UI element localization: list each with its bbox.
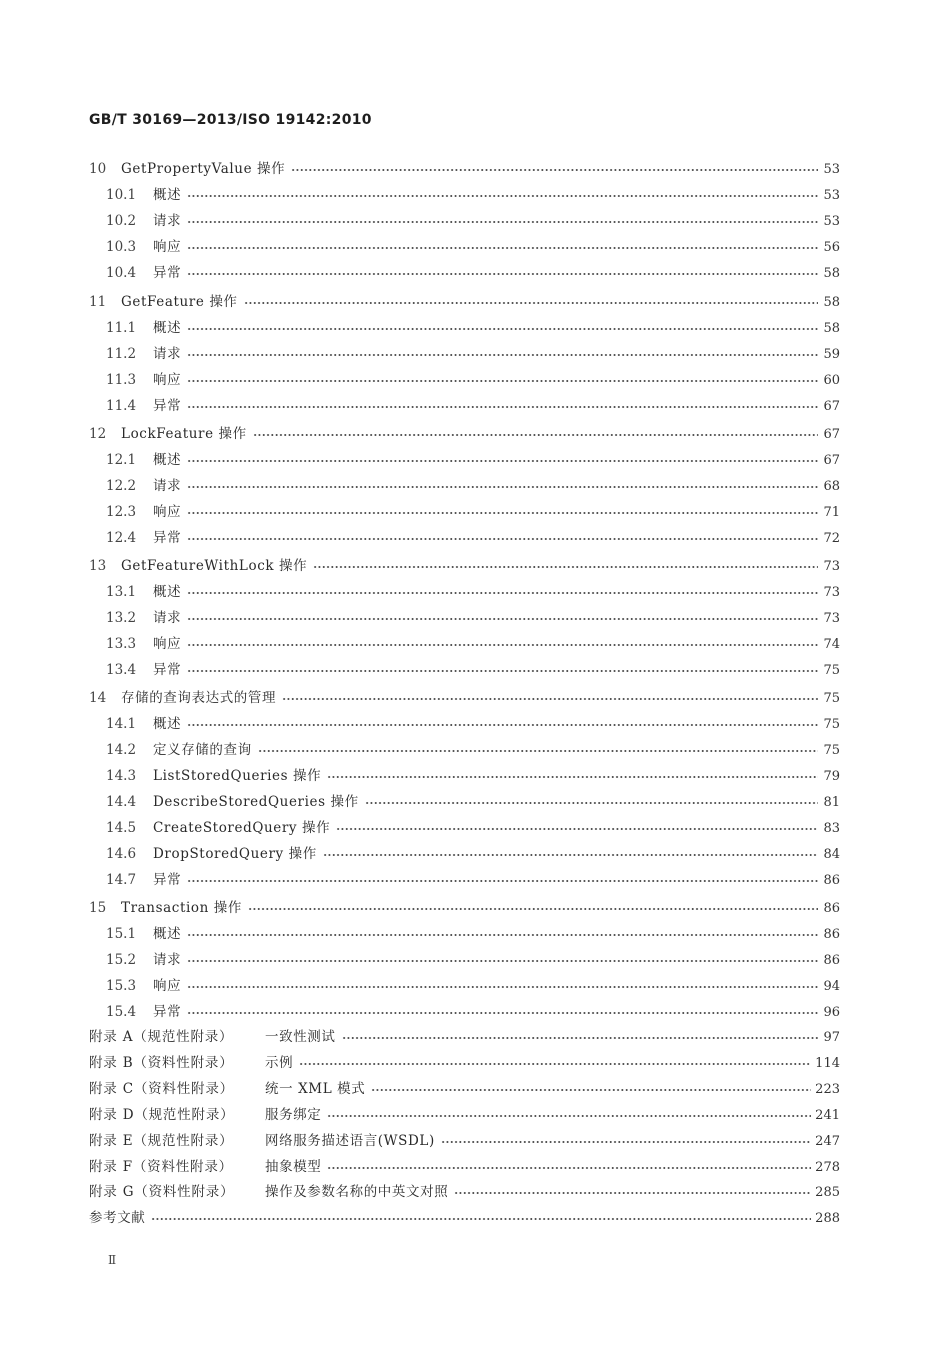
toc-leader-dots <box>441 1141 811 1143</box>
toc-entry[interactable] <box>106 842 840 862</box>
toc-entry-number: 12.1 <box>106 452 137 468</box>
toc-leader-dots <box>187 512 818 514</box>
toc-leader-dots <box>342 1037 819 1039</box>
toc-entry-title: 统一 XML 模式 <box>265 1081 366 1097</box>
toc-entry-page: 58 <box>823 321 840 336</box>
toc-entry-page: 67 <box>823 399 840 414</box>
toc-entry-page: 53 <box>823 214 840 229</box>
document-header: GB/T 30169—2013/ISO 19142:2010 <box>89 112 372 128</box>
toc-entry-number: 11.3 <box>106 372 137 388</box>
toc-entry-page: 84 <box>823 847 840 862</box>
toc-entry-title: CreateStoredQuery 操作 <box>153 820 331 836</box>
toc-leader-dots <box>248 908 818 910</box>
toc-entry[interactable] <box>106 261 840 281</box>
toc-entry-title: 概述 <box>153 320 182 336</box>
toc-entry-title: 概述 <box>153 584 182 600</box>
toc-entry-number: 15.3 <box>106 978 137 994</box>
toc-entry-number: 12 <box>89 426 107 442</box>
toc-leader-dots <box>187 960 818 962</box>
toc-entry-title: 请求 <box>153 478 182 494</box>
toc-entry-page: 81 <box>823 795 840 810</box>
toc-entry-number: 13.1 <box>106 584 137 600</box>
toc-leader-dots <box>187 195 818 197</box>
toc-entry-page: 96 <box>823 1005 840 1020</box>
toc-entry-number: 14.2 <box>106 742 137 758</box>
toc-entry[interactable] <box>89 1155 840 1175</box>
toc-entry-title: 概述 <box>153 187 182 203</box>
toc-leader-dots <box>187 221 818 223</box>
toc-leader-dots <box>253 434 818 436</box>
toc-entry[interactable] <box>106 922 840 942</box>
toc-entry-title: 参考文献 <box>89 1210 146 1226</box>
toc-entry-number: 附录 D（规范性附录） <box>89 1107 235 1123</box>
toc-entry-page: 86 <box>823 953 840 968</box>
toc-entry-number: 13.4 <box>106 662 137 678</box>
toc-entry-number: 15.4 <box>106 1004 137 1020</box>
toc-entry-page: 67 <box>823 453 840 468</box>
toc-entry[interactable] <box>106 632 840 652</box>
toc-entry[interactable] <box>106 580 840 600</box>
toc-leader-dots <box>187 273 818 275</box>
toc-entry-number: 14.7 <box>106 872 137 888</box>
toc-leader-dots <box>187 354 818 356</box>
toc-entry[interactable] <box>106 868 840 888</box>
toc-entry[interactable] <box>106 474 840 494</box>
toc-entry-number: 14 <box>89 690 107 706</box>
page-number: Ⅱ <box>108 1253 117 1267</box>
toc-entry[interactable] <box>89 1051 840 1071</box>
toc-entry-page: 288 <box>815 1211 840 1226</box>
toc-entry-number: 附录 E（规范性附录） <box>89 1133 234 1149</box>
toc-entry-number: 10.4 <box>106 265 137 281</box>
toc-leader-dots <box>187 592 818 594</box>
toc-entry-page: 278 <box>815 1160 840 1175</box>
toc-entry-page: 75 <box>823 663 840 678</box>
toc-entry[interactable] <box>89 290 840 310</box>
toc-entry[interactable] <box>106 738 840 758</box>
toc-entry-number: 11.2 <box>106 346 137 362</box>
toc-entry[interactable] <box>106 526 840 546</box>
toc-entry-number: 10 <box>89 161 107 177</box>
toc-entry-number: 12.2 <box>106 478 137 494</box>
toc-leader-dots <box>323 854 818 856</box>
toc-leader-dots <box>187 538 818 540</box>
toc-entry-title: 响应 <box>153 239 182 255</box>
toc-entry[interactable] <box>106 790 840 810</box>
toc-entry-page: 97 <box>823 1030 840 1045</box>
toc-entry-number: 13 <box>89 558 107 574</box>
toc-entry[interactable] <box>106 974 840 994</box>
toc-entry-page: 285 <box>815 1185 840 1200</box>
toc-entry-number: 12.4 <box>106 530 137 546</box>
toc-leader-dots <box>187 460 818 462</box>
toc-entry-page: 73 <box>823 559 840 574</box>
toc-entry[interactable] <box>89 686 840 706</box>
toc-leader-dots <box>282 698 818 700</box>
toc-entry-page: 79 <box>823 769 840 784</box>
toc-entry-title: 抽象模型 <box>265 1159 322 1175</box>
toc-entry-number: 附录 G（资料性附录） <box>89 1184 235 1200</box>
toc-entry-title: 响应 <box>153 978 182 994</box>
toc-entry[interactable] <box>89 1180 840 1200</box>
toc-entry-title: 异常 <box>153 872 182 888</box>
toc-entry-page: 86 <box>823 901 840 916</box>
toc-entry-number: 11 <box>89 294 107 310</box>
toc-entry-title: 概述 <box>153 452 182 468</box>
toc-entry-title: 响应 <box>153 636 182 652</box>
toc-entry-title: GetFeatureWithLock 操作 <box>121 558 308 574</box>
toc-entry-page: 75 <box>823 691 840 706</box>
toc-entry-title: 概述 <box>153 716 182 732</box>
toc-entry[interactable] <box>89 422 840 442</box>
toc-entry[interactable] <box>89 554 840 574</box>
toc-entry-title: GetPropertyValue 操作 <box>121 161 286 177</box>
toc-entry-title: 请求 <box>153 213 182 229</box>
toc-entry[interactable] <box>89 1103 840 1123</box>
toc-entry-page: 67 <box>823 427 840 442</box>
toc-leader-dots <box>187 328 818 330</box>
toc-entry-title: 服务绑定 <box>265 1107 322 1123</box>
toc-leader-dots <box>187 247 818 249</box>
toc-entry[interactable] <box>106 448 840 468</box>
toc-entry-page: 73 <box>823 611 840 626</box>
toc-entry[interactable] <box>106 1000 840 1020</box>
toc-entry-title: 请求 <box>153 610 182 626</box>
toc-entry[interactable] <box>106 764 840 784</box>
toc-entry[interactable] <box>106 316 840 336</box>
toc-entry-title: 示例 <box>265 1055 294 1071</box>
toc-leader-dots <box>327 1167 811 1169</box>
toc-entry-page: 241 <box>815 1108 840 1123</box>
toc-leader-dots <box>187 380 818 382</box>
toc-entry-title: 网络服务描述语言(WSDL) <box>265 1133 435 1149</box>
toc-entry-page: 74 <box>823 637 840 652</box>
toc-entry[interactable] <box>106 209 840 229</box>
toc-entry-page: 73 <box>823 585 840 600</box>
toc-leader-dots <box>454 1192 811 1194</box>
toc-entry-page: 72 <box>823 531 840 546</box>
toc-entry[interactable] <box>89 157 840 177</box>
toc-entry-title: 异常 <box>153 662 182 678</box>
toc-entry-page: 59 <box>823 347 840 362</box>
toc-leader-dots <box>299 1063 811 1065</box>
toc-entry-page: 247 <box>815 1134 840 1149</box>
toc-leader-dots <box>187 986 818 988</box>
toc-entry-title: 请求 <box>153 346 182 362</box>
toc-entry[interactable] <box>106 235 840 255</box>
toc-entry[interactable] <box>106 948 840 968</box>
toc-entry-page: 71 <box>823 505 840 520</box>
toc-entry[interactable] <box>89 1025 840 1045</box>
toc-entry-page: 58 <box>823 295 840 310</box>
toc-entry-number: 10.3 <box>106 239 137 255</box>
toc-entry-title: GetFeature 操作 <box>121 294 238 310</box>
toc-entry-number: 14.6 <box>106 846 137 862</box>
toc-leader-dots <box>187 1012 818 1014</box>
toc-entry[interactable] <box>106 658 840 678</box>
toc-entry-title: 概述 <box>153 926 182 942</box>
toc-entry-page: 114 <box>815 1056 840 1071</box>
toc-leader-dots <box>327 776 818 778</box>
toc-entry-title: 请求 <box>153 952 182 968</box>
toc-entry-page: 58 <box>823 266 840 281</box>
toc-entry-title: 定义存储的查询 <box>153 742 252 758</box>
toc-entry[interactable] <box>106 816 840 836</box>
toc-entry-number: 14.5 <box>106 820 137 836</box>
toc-entry[interactable] <box>106 606 840 626</box>
toc-leader-dots <box>365 802 818 804</box>
toc-entry-number: 13.2 <box>106 610 137 626</box>
toc-entry-page: 75 <box>823 717 840 732</box>
toc-entry-number: 13.3 <box>106 636 137 652</box>
toc-leader-dots <box>187 406 818 408</box>
toc-entry[interactable] <box>106 342 840 362</box>
toc-entry-number: 10.2 <box>106 213 137 229</box>
toc-entry[interactable] <box>89 1206 840 1226</box>
toc-entry-page: 53 <box>823 188 840 203</box>
toc-entry-page: 60 <box>823 373 840 388</box>
toc-entry-title: LockFeature 操作 <box>121 426 247 442</box>
toc-entry[interactable] <box>89 896 840 916</box>
toc-leader-dots <box>371 1089 811 1091</box>
toc-leader-dots <box>187 934 818 936</box>
toc-entry-number: 15.2 <box>106 952 137 968</box>
toc-entry-page: 83 <box>823 821 840 836</box>
toc-entry-title: 响应 <box>153 504 182 520</box>
toc-leader-dots <box>313 566 818 568</box>
toc-entry-title: Transaction 操作 <box>121 900 242 916</box>
toc-entry[interactable] <box>106 500 840 520</box>
toc-leader-dots <box>187 880 818 882</box>
toc-entry-title: 异常 <box>153 398 182 414</box>
toc-leader-dots <box>244 302 818 304</box>
toc-entry-page: 86 <box>823 927 840 942</box>
toc-entry-number: 附录 F（资料性附录） <box>89 1159 233 1175</box>
toc-entry-page: 68 <box>823 479 840 494</box>
toc-entry[interactable] <box>89 1129 840 1149</box>
toc-leader-dots <box>187 618 818 620</box>
toc-entry-title: DescribeStoredQueries 操作 <box>153 794 359 810</box>
toc-entry-number: 附录 A（规范性附录） <box>89 1029 234 1045</box>
toc-entry-number: 14.3 <box>106 768 137 784</box>
toc-entry[interactable] <box>106 183 840 203</box>
toc-entry-page: 223 <box>815 1082 840 1097</box>
toc-entry-number: 12.3 <box>106 504 137 520</box>
toc-leader-dots <box>187 644 818 646</box>
toc-entry-number: 11.1 <box>106 320 137 336</box>
toc-entry-number: 附录 B（资料性附录） <box>89 1055 234 1071</box>
toc-entry[interactable] <box>106 368 840 388</box>
toc-leader-dots <box>187 724 818 726</box>
toc-entry-title: ListStoredQueries 操作 <box>153 768 322 784</box>
toc-leader-dots <box>187 670 818 672</box>
toc-leader-dots <box>336 828 818 830</box>
toc-leader-dots <box>327 1115 811 1117</box>
toc-entry-page: 94 <box>823 979 840 994</box>
toc-entry-number: 附录 C（资料性附录） <box>89 1081 234 1097</box>
toc-entry-title: 一致性测试 <box>265 1029 336 1045</box>
toc-entry-page: 75 <box>823 743 840 758</box>
toc-entry[interactable] <box>89 1077 840 1097</box>
toc-entry[interactable] <box>106 394 840 414</box>
toc-entry-page: 56 <box>823 240 840 255</box>
toc-entry-title: 异常 <box>153 265 182 281</box>
toc-entry-title: 存储的查询表达式的管理 <box>121 690 277 706</box>
toc-entry-title: 响应 <box>153 372 182 388</box>
toc-leader-dots <box>258 750 818 752</box>
toc-entry-number: 14.4 <box>106 794 137 810</box>
toc-entry-title: 异常 <box>153 530 182 546</box>
toc-entry[interactable] <box>106 712 840 732</box>
toc-entry-number: 11.4 <box>106 398 137 414</box>
toc-entry-title: 操作及参数名称的中英文对照 <box>265 1184 449 1200</box>
toc-entry-number: 15 <box>89 900 107 916</box>
toc-entry-page: 86 <box>823 873 840 888</box>
toc-leader-dots <box>291 169 818 171</box>
toc-entry-title: 异常 <box>153 1004 182 1020</box>
toc-entry-number: 14.1 <box>106 716 137 732</box>
toc-leader-dots <box>151 1218 811 1220</box>
toc-entry-title: DropStoredQuery 操作 <box>153 846 317 862</box>
toc-entry-number: 10.1 <box>106 187 137 203</box>
toc-entry-number: 15.1 <box>106 926 137 942</box>
toc-entry-page: 53 <box>823 162 840 177</box>
toc-leader-dots <box>187 486 818 488</box>
